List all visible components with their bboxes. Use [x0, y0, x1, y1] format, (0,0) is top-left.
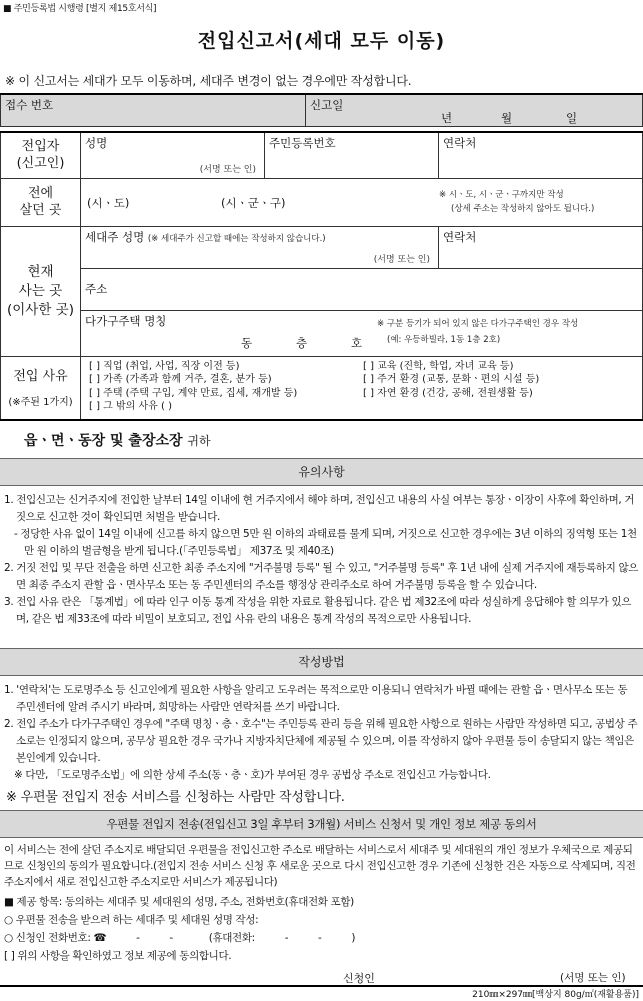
previous-sigungu-label: (시ㆍ군ㆍ구) [221, 195, 286, 210]
current-section-label: 현재 사는 곳 (이사한 곳) [1, 226, 81, 356]
report-date-label: 신고일 [310, 98, 344, 112]
reason-options [81, 356, 643, 420]
applicant-label: 신청인 [343, 972, 375, 985]
previous-section-label: 전에 살던 곳 [1, 178, 81, 226]
applicant-sign-hint[interactable]: (서명 또는 인) [560, 972, 626, 984]
addressee [24, 430, 211, 450]
caution-item-1-sub: - 정당한 사유 없이 14일 이내에 신고를 하지 않으면 5만 원 이하의 과태료를 물게 되며, 거짓으로 신고한 경우에는 3년 이하의 징역형 또는 1천만 원 이하의 벌금형을 받게 됩니다.(「주민등록법」 제37조 및 제40조) [14, 528, 637, 557]
reason-natural-env-checkbox[interactable]: [ ] 자연 환경 (건강, 공해, 전원생활 등) [363, 387, 533, 399]
head-name-hint: (※ 세대주가 신고할 때에는 작성하지 않습니다.) [147, 233, 326, 244]
mover-name-label: 성명 [85, 136, 108, 150]
howto-item-1: 1. '연락처'는 도로명주소 등 신고인에게 필요한 사항을 알리고 도우려는 목적으로만 이용되니 연락처가 바뀔 때에는 관할 읍ㆍ면사무소 또는 동 주민센터에 알려 주시기 바라며, 희망하는 사람만 연락처를 쓰기 바랍니다. [4, 684, 628, 713]
current-contact-field[interactable] [439, 226, 643, 268]
caution-item-3: 3. 전입 사유 란은 「통계법」에 따라 인구 이동 통계 작성을 위한 자료로 활용됩니다. 같은 법 제32조에 따라 성실하게 응답해야 할 의무가 있으며, 같은 법 제33조에 따라 비밀이 보호되고, 전입 사유 란의 내용은 통계 작성의 목적으로만 사용됩니다. [4, 596, 632, 625]
form-reference: ■ 주민등록법 시행령 [별지 제15호서식] [3, 4, 157, 14]
postal-phone-field[interactable]: ○ 신청인 전화번호: ☎ - - (휴대전화: - - ) [4, 932, 356, 944]
floor-label: 층 [296, 335, 308, 350]
howto-title: 작성방법 [0, 648, 643, 676]
current-address-label: 주소 [85, 282, 108, 296]
reason-other-checkbox[interactable]: [ ] 그 밖의 사유 ( ) [89, 401, 172, 412]
reason-job-checkbox[interactable]: [ ] 직업 (취업, 사업, 직장 이전 등) [89, 360, 240, 372]
year-label: 년 [441, 111, 453, 125]
postal-notice: ※ 우편물 전입지 전송 서비스를 신청하는 사람만 작성합니다. [6, 790, 345, 805]
mover-contact-field[interactable] [439, 132, 643, 178]
current-address-field[interactable] [81, 268, 643, 310]
day-label: 일 [566, 111, 578, 125]
addressee-main: 읍ㆍ면ㆍ동장 및 출장소장 [24, 433, 183, 449]
receipt-table [0, 93, 643, 127]
postal-body [4, 842, 640, 964]
month-label: 월 [501, 111, 513, 125]
mover-rrn-label: 주민등록번호 [269, 136, 336, 150]
head-name-field[interactable] [81, 226, 439, 268]
mover-rrn-field[interactable] [265, 132, 439, 178]
caution-item-1: 1. 전입신고는 신거주지에 전입한 날부터 14일 이내에 현 거주지에서 해야 하며, 전입신고 내용의 사실 여부는 통장ㆍ이장이 사후에 확인하며, 거짓으로 신고한 것이 확인되면 처벌을 받습니다. [4, 494, 635, 523]
howto-note: ※ 다만, 「도로명주소법」에 의한 상세 주소(동ㆍ층ㆍ호)가 부여된 경우 공법상 주소로 전입신고 가능합니다. [14, 769, 491, 781]
postal-recipients-field[interactable]: ○ 우편물 전송을 받으려 하는 세대주 및 세대원 성명 작성: [4, 914, 259, 926]
caution-item-2: 2. 거짓 전입 및 무단 전출을 하면 신고한 최종 주소지에 "거주불명 등록" 될 수 있고, "거주불명 등록" 후 1년 내에 실제 거주지에 재등록하지 않으면 최종 주소지 관할 읍ㆍ면사무소 또는 동 주민센터의 주소를 행정상 관리주소로 하여 거주불명 등록을 할 수 있습니다. [4, 562, 639, 591]
multi-house-field[interactable] [81, 310, 643, 356]
dong-label: 동 [241, 335, 253, 350]
main-form-table [0, 131, 643, 421]
previous-address-field[interactable] [81, 178, 643, 226]
ho-label: 호 [351, 335, 363, 350]
paper-spec: 210㎜×297㎜[백상지 80g/㎡(재활용품)] [472, 990, 639, 1000]
current-contact-label: 연락처 [443, 229, 477, 244]
form-notice: ※ 이 신고서는 세대가 모두 이동하며, 세대주 변경이 없는 경우에만 작성합니다. [5, 74, 412, 88]
mover-section-label: 전입자 (신고인) [1, 132, 81, 178]
previous-hint-1: ※ 시ㆍ도, 시ㆍ군ㆍ구까지만 작성 [439, 189, 564, 200]
mover-contact-label: 연락처 [443, 136, 477, 150]
howto-item-2: 2. 전입 주소가 다가구주택인 경우에 "주택 명칭ㆍ층ㆍ호수"는 주민등록 관리 등을 위해 필요한 사항으로 원하는 사람만 작성하면 되고, 공법상 주소로는 인정되지 않으며, 공무상 필요한 경우 국가나 지방자치단체에 제공될 수 있으며, 이를 작성하지 않아 우편물 등이 송달되지 않는 책임은 본인에게 있습니다. [4, 718, 638, 764]
reason-family-checkbox[interactable]: [ ] 가족 (가족과 함께 거주, 결혼, 분가 등) [89, 374, 272, 385]
multi-hint-1: ※ 구분 등기가 되어 있지 않은 다가구주택인 경우 작성 [377, 318, 579, 329]
reason-housing-checkbox[interactable]: [ ] 주택 (주택 구입, 계약 만료, 집세, 재개발 등) [89, 387, 298, 399]
mover-name-field[interactable] [81, 132, 265, 178]
cautions-list [4, 492, 640, 628]
reason-right-column [353, 360, 539, 401]
form-title: 전입신고서(세대 모두 이동) [197, 30, 446, 52]
reason-left-column [85, 360, 353, 414]
postal-items-label: ■ 제공 항목: 동의하는 세대주 및 세대원의 성명, 주소, 전화번호(휴대전화 포함) [4, 896, 354, 908]
postal-description: 이 서비스는 전에 살던 주소지로 배달되던 우편물을 전입신고한 주소로 배달하는 서비스로서 세대주 및 세대원의 개인 정보가 우체국으로 제공되므로 신청인의 동의가 필요합니다.(전입지 전송 서비스 신청 후 새로운 곳으로 다시 전입신고한 경우 기존에 신청한 건은 자동으로 삭제되며, 직전 주소지에서 새로 전입신고한 주소지로만 서비스가 제공됩니다) [4, 844, 636, 888]
multi-house-label: 다가구주택 명칭 [85, 313, 167, 328]
head-name-label: 세대주 성명 [85, 229, 145, 244]
postal-title: 우편물 전입지 전송(전입신고 3일 후부터 3개월) 서비스 신청서 및 개인 정보 제공 동의서 [0, 810, 643, 838]
addressee-suffix: 귀하 [187, 434, 211, 448]
previous-hint-2: (상세 주소는 작성하지 않아도 됩니다.) [451, 203, 595, 214]
reason-education-checkbox[interactable]: [ ] 교육 (진학, 학업, 자녀 교육 등) [363, 360, 514, 372]
howto-list [4, 682, 640, 784]
cautions-title: 유의사항 [0, 458, 643, 486]
multi-hint-2: (예: 우등하빌라, 1동 1층 2호) [387, 334, 501, 345]
reason-section-label: 전입 사유 (※주된 1가지) [1, 356, 81, 420]
previous-sido-label: (시ㆍ도) [87, 195, 130, 210]
postal-consent-checkbox[interactable]: [ ] 위의 사항을 확인하였고 정보 제공에 동의합니다. [4, 950, 232, 962]
reason-living-env-checkbox[interactable]: [ ] 주거 환경 (교통, 문화ㆍ편의 시설 등) [363, 374, 540, 385]
mover-sign-hint: (서명 또는 인) [199, 164, 256, 175]
head-sign-hint: (서명 또는 인) [373, 254, 430, 265]
receipt-number-label: 접수 번호 [5, 98, 54, 112]
report-date-cell[interactable] [306, 94, 643, 127]
receipt-number-cell[interactable] [1, 94, 306, 127]
